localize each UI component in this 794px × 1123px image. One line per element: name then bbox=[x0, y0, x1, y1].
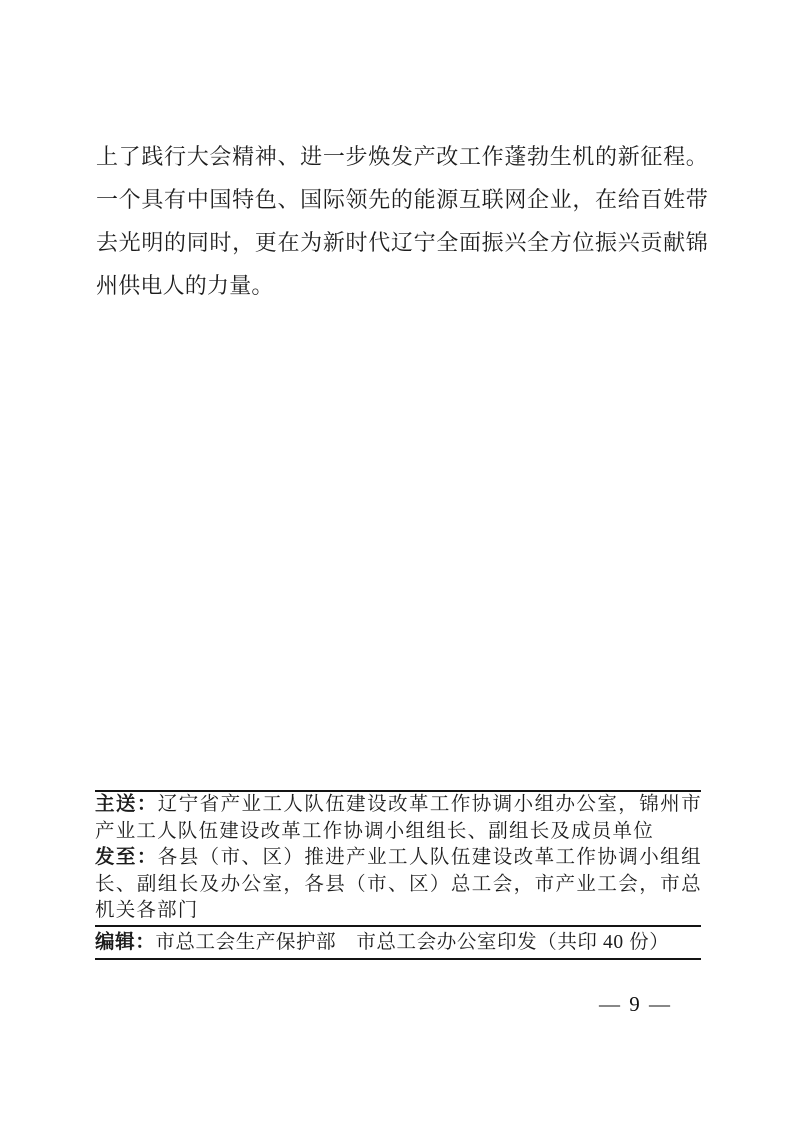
recipients-text: 机关各部门 bbox=[95, 900, 199, 921]
recipients-line bbox=[95, 819, 701, 846]
recipients-text: 长、副组长及办公室，各县（市、区）总工会，市产业工会，市总 bbox=[95, 873, 701, 895]
main-send-label: 主送： bbox=[95, 794, 158, 815]
distribution-footer bbox=[95, 790, 701, 960]
editor-label: 编辑： bbox=[95, 931, 156, 953]
recipients-line bbox=[95, 872, 701, 899]
recipients-text: 各县（市、区）推进产业工人队伍建设改革工作协调小组组 bbox=[157, 847, 701, 868]
footer-bottom-rule bbox=[95, 958, 701, 960]
recipients-line bbox=[95, 898, 701, 925]
body-line: 州供电人的力量。 bbox=[96, 273, 274, 298]
editor-text: 市总工会生产保护部 市总工会办公室印发（共印 40 份） bbox=[155, 931, 670, 953]
editor-line bbox=[95, 927, 701, 958]
body-line: 去光明的同时，更在为新时代辽宁全面振兴全方位振兴贡献锦 bbox=[96, 230, 708, 255]
recipients-line bbox=[95, 845, 701, 872]
recipients-text: 辽宁省产业工人队伍建设改革工作协调小组办公室，锦州市 bbox=[157, 794, 701, 815]
recipients-text: 产业工人队伍建设改革工作协调小组组长、副组长及成员单位 bbox=[95, 820, 654, 842]
body-paragraph bbox=[96, 135, 708, 307]
body-line: 上了践行大会精神、进一步焕发产改工作蓬勃生机的新征程。 bbox=[96, 144, 708, 169]
body-line: 一个具有中国特色、国际领先的能源互联网企业，在给百姓带 bbox=[96, 187, 708, 212]
page-number: — 9 — bbox=[599, 992, 672, 1016]
recipients-block bbox=[95, 792, 701, 925]
send-to-label: 发至： bbox=[95, 847, 158, 868]
recipients-line bbox=[95, 792, 701, 819]
